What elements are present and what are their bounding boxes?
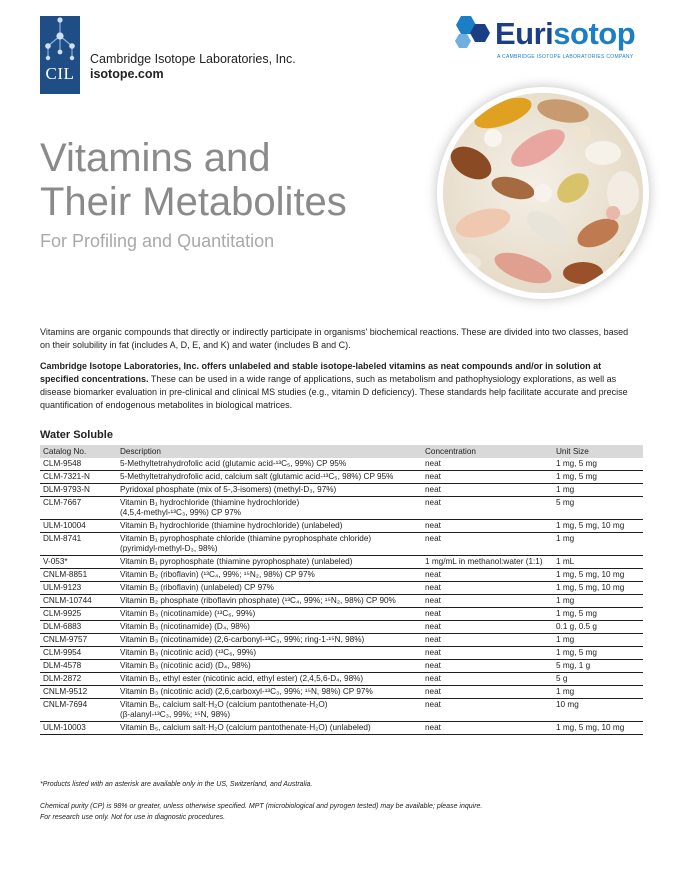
unit-size-cell xyxy=(553,595,643,608)
unit-size-cell xyxy=(553,520,643,533)
unit-size-cell-text: 1 mg, 5 mg xyxy=(556,648,597,657)
description-cell xyxy=(117,497,422,520)
catalog-cell xyxy=(40,533,117,556)
description-line-2: (4,5,4-methyl-¹³C₃, 99%) CP 97% xyxy=(120,508,242,517)
description-cell-text: Vitamin B₃ (nicotinic acid) (D₄, 98%) xyxy=(120,661,251,670)
unit-size-cell-text: 1 mg, 5 mg, 10 mg xyxy=(556,521,625,530)
description-cell xyxy=(117,634,422,647)
concentration-cell-text: neat xyxy=(425,472,441,481)
unit-size-cell-text: 1 mg xyxy=(556,485,575,494)
concentration-cell xyxy=(422,533,553,556)
unit-size-cell-text: 1 mL xyxy=(556,557,575,566)
concentration-cell xyxy=(422,673,553,686)
description-cell-text: Vitamin B₃ (nicotinic acid) (¹³C₆, 99%) xyxy=(120,648,257,657)
concentration-cell-text: neat xyxy=(425,723,441,732)
table-row xyxy=(40,458,643,471)
table-row xyxy=(40,556,643,569)
description-cell xyxy=(117,699,422,722)
catalog-cell-text: DLM-4578 xyxy=(43,661,82,670)
unit-size-cell xyxy=(553,634,643,647)
unit-size-cell-text: 1 mg xyxy=(556,635,575,644)
concentration-cell xyxy=(422,582,553,595)
unit-size-cell-text: 10 mg xyxy=(556,700,579,709)
concentration-cell xyxy=(422,595,553,608)
table-row xyxy=(40,595,643,608)
concentration-cell-text: neat xyxy=(425,635,441,644)
research-footnote: For research use only. Not for use in diagnostic procedures. xyxy=(40,814,226,821)
description-cell xyxy=(117,595,422,608)
description-cell-text: Vitamin B₅, calcium salt·H₂O (calcium pantothenate·H₂O) (unlabeled) xyxy=(120,723,371,732)
unit-size-cell-text: 0.1 g, 0.5 g xyxy=(556,622,597,631)
catalog-cell-text: CLM-9548 xyxy=(43,459,82,468)
unit-size-cell xyxy=(553,569,643,582)
catalog-cell xyxy=(40,569,117,582)
concentration-cell xyxy=(422,621,553,634)
concentration-cell xyxy=(422,569,553,582)
intro-rest: These can be used in a wide range of applications, such as metabolism and pathophysiology explorations, as well as disease biomarker evaluation in pre-clinical and clinical MS studies (e.g., vitamin D deficiency). These standards help facilitate accurate and precise quantification of endogenous metabolites in biological matrices. xyxy=(40,374,628,410)
concentration-cell-text: neat xyxy=(425,622,441,631)
products-table xyxy=(40,445,643,735)
concentration-cell-text: neat xyxy=(425,661,441,670)
concentration-cell xyxy=(422,634,553,647)
concentration-cell xyxy=(422,458,553,471)
concentration-cell-text: neat xyxy=(425,687,441,696)
description-line-2: (β-alanyl-¹³C₃, 99%; ¹⁵N, 98%) xyxy=(120,710,231,719)
description-cell-text: Vitamin B₂ phosphate (riboflavin phosphate) (¹³C₄, 99%; ¹⁵N₂, 98%) CP 90% xyxy=(120,596,396,605)
title-line-1: Vitamins and xyxy=(40,136,271,180)
description-cell-text: Vitamin B₃ (nicotinamide) (D₄, 98%) xyxy=(120,622,250,631)
unit-size-cell xyxy=(553,722,643,735)
concentration-cell-text: neat xyxy=(425,609,441,618)
description-cell-text: Vitamin B₃ (nicotinamide) (¹³C₆, 99%) xyxy=(120,609,256,618)
brand-tagline: A CAMBRIDGE ISOTOPE LABORATORIES COMPANY xyxy=(497,54,634,60)
catalog-cell-text: DLM-8741 xyxy=(43,534,82,543)
concentration-cell-text: neat xyxy=(425,459,441,468)
catalog-cell-text: CLM-9925 xyxy=(43,609,82,618)
catalog-cell-text: ULM-9123 xyxy=(43,583,82,592)
purity-footnote: Chemical purity (CP) is 98% or greater, unless otherwise specified. MPT (microbiological and pyrogen tested) may be available; please inquire. xyxy=(40,803,483,810)
description-cell-text: Pyridoxal phosphate (mix of 5-,3-isomers) (methyl-D₃, 97%) xyxy=(120,485,337,494)
title-line-2: Their Metabolites xyxy=(40,180,347,224)
concentration-cell-text: 1 mg/mL in methanol:water (1:1) xyxy=(425,557,543,566)
catalog-cell-text: ULM-10004 xyxy=(43,521,86,530)
catalog-cell-text: CLM-7667 xyxy=(43,498,82,507)
catalog-cell-text: DLM-6883 xyxy=(43,622,82,631)
eurisotop-logo xyxy=(449,14,669,64)
concentration-cell xyxy=(422,520,553,533)
concentration-cell xyxy=(422,647,553,660)
description-cell xyxy=(117,647,422,660)
catalog-cell-text: CLM-9954 xyxy=(43,648,82,657)
catalog-cell xyxy=(40,458,117,471)
catalog-cell xyxy=(40,660,117,673)
description-cell xyxy=(117,471,422,484)
unit-size-cell xyxy=(553,608,643,621)
table-row xyxy=(40,647,643,660)
unit-size-cell-text: 5 mg xyxy=(556,498,575,507)
unit-size-cell xyxy=(553,497,643,520)
description-cell xyxy=(117,458,422,471)
description-cell xyxy=(117,484,422,497)
asterisk-footnote: *Products listed with an asterisk are available only in the US, Switzerland, and Australia. xyxy=(40,781,313,788)
catalog-cell xyxy=(40,722,117,735)
description-cell xyxy=(117,660,422,673)
concentration-cell xyxy=(422,722,553,735)
header-description: Description xyxy=(117,445,422,458)
description-cell xyxy=(117,722,422,735)
header-unit-size: Unit Size xyxy=(553,445,643,458)
catalog-cell xyxy=(40,556,117,569)
description-cell-text: Vitamin B₅, calcium salt·H₂O (calcium pantothenate·H₂O) xyxy=(120,700,328,709)
description-line-2: (pyrimidyl-methyl-D₃, 98%) xyxy=(120,544,218,553)
concentration-cell-text: neat xyxy=(425,485,441,494)
catalog-cell-text: DLM-2872 xyxy=(43,674,82,683)
unit-size-cell-text: 1 mg, 5 mg xyxy=(556,472,597,481)
unit-size-cell-text: 1 mg xyxy=(556,687,575,696)
catalog-cell-text: CNLM-9512 xyxy=(43,687,88,696)
catalog-cell xyxy=(40,608,117,621)
description-cell-text: Vitamin B₂ (riboflavin) (unlabeled) CP 97% xyxy=(120,583,274,592)
concentration-cell xyxy=(422,660,553,673)
description-cell-text: Vitamin B₁ pyrophosphate chloride (thiamine pyrophosphate chloride) xyxy=(120,534,372,543)
header-catalog: Catalog No. xyxy=(40,445,117,458)
table-row xyxy=(40,621,643,634)
catalog-cell xyxy=(40,484,117,497)
unit-size-cell xyxy=(553,533,643,556)
description-cell xyxy=(117,621,422,634)
unit-size-cell-text: 1 mg, 5 mg xyxy=(556,609,597,618)
catalog-cell-text: ULM-10003 xyxy=(43,723,86,732)
catalog-cell-text: CNLM-10744 xyxy=(43,596,92,605)
description-cell xyxy=(117,673,422,686)
table-body xyxy=(40,458,643,735)
brand-first: Euri xyxy=(495,16,554,51)
unit-size-cell-text: 1 mg, 5 mg xyxy=(556,459,597,468)
unit-size-cell xyxy=(553,686,643,699)
vitamin-pills-photo xyxy=(443,93,643,293)
table-row xyxy=(40,634,643,647)
concentration-cell xyxy=(422,471,553,484)
unit-size-cell xyxy=(553,673,643,686)
catalog-cell xyxy=(40,699,117,722)
section-title: Water Soluble xyxy=(40,429,113,441)
unit-size-cell xyxy=(553,458,643,471)
concentration-cell xyxy=(422,699,553,722)
purity-footnote-block xyxy=(40,801,482,823)
description-cell-text: Vitamin B₃, ethyl ester (nicotinic acid, ethyl ester) (2,4,5,6-D₄, 98%) xyxy=(120,674,364,683)
catalog-cell-text: CNLM-9757 xyxy=(43,635,88,644)
unit-size-cell-text: 1 mg, 5 mg, 10 mg xyxy=(556,583,625,592)
description-cell-text: 5-Methyltetrahydrofolic acid, calcium salt (glutamic acid-¹³C₅, 98%) CP 95% xyxy=(120,472,394,481)
header-concentration: Concentration xyxy=(422,445,553,458)
catalog-cell xyxy=(40,520,117,533)
table-row xyxy=(40,686,643,699)
concentration-cell-text: neat xyxy=(425,521,441,530)
catalog-cell-text: DLM-9793-N xyxy=(43,485,90,494)
molecule-icon xyxy=(40,16,80,64)
description-cell-text: Vitamin B₂ (riboflavin) (¹³C₄, 99%; ¹⁵N₂, 98%) CP 97% xyxy=(120,570,315,579)
catalog-cell xyxy=(40,686,117,699)
description-cell-text: Vitamin B₁ pyrophosphate (thiamine pyrophosphate) (unlabeled) xyxy=(120,557,353,566)
unit-size-cell-text: 1 mg, 5 mg, 10 mg xyxy=(556,723,625,732)
concentration-cell xyxy=(422,484,553,497)
concentration-cell xyxy=(422,556,553,569)
intro-paragraph-1: Vitamins are organic compounds that directly or indirectly participate in organisms' biochemical reactions. These are divided into two classes, based on their solubility in fat (includes A, D, E, and K) and water (includes B and C). xyxy=(40,327,629,350)
concentration-cell-text: neat xyxy=(425,648,441,657)
unit-size-cell xyxy=(553,484,643,497)
catalog-cell xyxy=(40,595,117,608)
intro-text xyxy=(40,326,640,420)
table-row xyxy=(40,582,643,595)
catalog-cell xyxy=(40,634,117,647)
hexagon-logo-icon xyxy=(449,14,493,54)
catalog-cell-text: V-053* xyxy=(43,557,68,566)
eurisotop-wordmark xyxy=(495,16,635,52)
concentration-cell xyxy=(422,686,553,699)
catalog-cell xyxy=(40,647,117,660)
unit-size-cell xyxy=(553,556,643,569)
table-row xyxy=(40,533,643,556)
table-row xyxy=(40,471,643,484)
unit-size-cell xyxy=(553,621,643,634)
description-cell-text: Vitamin B₃ (nicotinamide) (2,6-carbonyl-¹³C₃, 99%; ring-1-¹⁵N, 98%) xyxy=(120,635,365,644)
unit-size-cell xyxy=(553,699,643,722)
description-cell xyxy=(117,556,422,569)
description-cell-text: Vitamin B₁ hydrochloride (thiamine hydrochloride) (unlabeled) xyxy=(120,521,343,530)
table-row xyxy=(40,569,643,582)
catalog-cell-text: CLM-7321-N xyxy=(43,472,90,481)
catalog-cell-text: CNLM-8851 xyxy=(43,570,88,579)
table-row xyxy=(40,699,643,722)
table-row xyxy=(40,608,643,621)
table-row xyxy=(40,520,643,533)
unit-size-cell-text: 1 mg, 5 mg, 10 mg xyxy=(556,570,625,579)
brand-second: sotop xyxy=(553,16,636,51)
page-title xyxy=(40,136,347,224)
catalog-cell-text: CNLM-7694 xyxy=(43,700,88,709)
company-block xyxy=(90,52,296,81)
unit-size-cell-text: 1 mg xyxy=(556,534,575,543)
concentration-cell-text: neat xyxy=(425,583,441,592)
description-cell xyxy=(117,582,422,595)
table-row xyxy=(40,722,643,735)
cil-logo-text: CIL xyxy=(45,64,75,83)
description-cell xyxy=(117,569,422,582)
table-header-row xyxy=(40,445,643,458)
table-row xyxy=(40,673,643,686)
catalog-cell xyxy=(40,621,117,634)
table-row xyxy=(40,660,643,673)
description-cell-text: Vitamin B₃ (nicotinic acid) (2,6,carboxyl-¹³C₃, 99%; ¹⁵N, 98%) CP 97% xyxy=(120,687,373,696)
concentration-cell xyxy=(422,608,553,621)
unit-size-cell xyxy=(553,471,643,484)
description-cell xyxy=(117,686,422,699)
unit-size-cell-text: 1 mg xyxy=(556,596,575,605)
catalog-cell xyxy=(40,582,117,595)
catalog-cell xyxy=(40,673,117,686)
concentration-cell-text: neat xyxy=(425,570,441,579)
description-cell xyxy=(117,520,422,533)
concentration-cell-text: neat xyxy=(425,534,441,543)
unit-size-cell-text: 5 g xyxy=(556,674,568,683)
concentration-cell-text: neat xyxy=(425,700,441,709)
concentration-cell-text: neat xyxy=(425,498,441,507)
unit-size-cell-text: 5 mg, 1 g xyxy=(556,661,591,670)
table-row xyxy=(40,497,643,520)
concentration-cell xyxy=(422,497,553,520)
table-row xyxy=(40,484,643,497)
catalog-cell xyxy=(40,497,117,520)
catalog-cell xyxy=(40,471,117,484)
unit-size-cell xyxy=(553,660,643,673)
page-subtitle: For Profiling and Quantitation xyxy=(40,231,275,251)
unit-size-cell xyxy=(553,647,643,660)
description-cell xyxy=(117,608,422,621)
unit-size-cell xyxy=(553,582,643,595)
concentration-cell-text: neat xyxy=(425,596,441,605)
company-name: Cambridge Isotope Laboratories, Inc. xyxy=(90,52,296,66)
intro-bold: Cambridge Isotope Laboratories, Inc. offers unlabeled and stable isotope-labeled vitamins as neat compounds and/or in solution at specified concentrations. xyxy=(40,361,602,384)
cil-logo xyxy=(40,16,80,94)
intro-paragraph-2 xyxy=(40,360,640,412)
concentration-cell-text: neat xyxy=(425,674,441,683)
website-link[interactable]: isotope.com xyxy=(90,67,164,81)
description-cell-text: 5-Methyltetrahydrofolic acid (glutamic acid-¹³C₅, 99%) CP 95% xyxy=(120,459,347,468)
description-cell-text: Vitamin B₁ hydrochloride (thiamine hydrochloride) xyxy=(120,498,300,507)
description-cell xyxy=(117,533,422,556)
